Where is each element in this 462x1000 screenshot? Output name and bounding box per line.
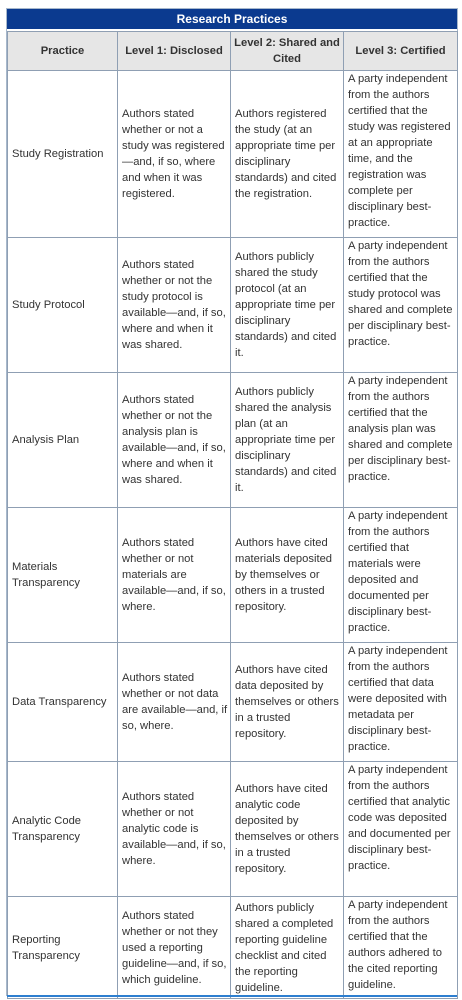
level-2-cell: Authors publicly shared the analysis plan (at an appropriate time per disciplinary standards) and cited it. bbox=[231, 373, 344, 508]
level-3-cell: A party independent from the authors certified that the authors adhered to the cited reporting guideline. bbox=[344, 897, 458, 999]
level-2-cell: Authors registered the study (at an appropriate time per disciplinary standards) and cited the registration. bbox=[231, 71, 344, 238]
level-3-cell: A party independent from the authors certified that the study was registered at an appropriate time, and the registration was complete per disciplinary best-practice. bbox=[344, 71, 458, 238]
level-2-cell: Authors publicly shared a completed reporting guideline checklist and cited the reporting guideline. bbox=[231, 897, 344, 999]
level-1-cell: Authors stated whether or not they used a reporting guideline—and, if so, which guideline. bbox=[118, 897, 231, 999]
header-level-1: Level 1: Disclosed bbox=[118, 32, 231, 71]
table-row bbox=[8, 238, 458, 373]
header-level-3: Level 3: Certified bbox=[344, 32, 458, 71]
level-3-cell: A party independent from the authors certified that data were deposited with metadata per disciplinary best-practice. bbox=[344, 643, 458, 762]
research-practices-table bbox=[7, 31, 458, 999]
level-3-cell: A party independent from the authors certified that the study protocol was shared and complete per disciplinary best-practice. bbox=[344, 238, 458, 373]
practice-cell: Analytic Code Transparency bbox=[8, 762, 118, 897]
level-1-cell: Authors stated whether or not a study was registered—and, if so, where and when it was registered. bbox=[118, 71, 231, 238]
level-3-cell: A party independent from the authors certified that analytic code was deposited and documented per disciplinary best-practice. bbox=[344, 762, 458, 897]
level-1-cell: Authors stated whether or not materials are available—and, if so, where. bbox=[118, 508, 231, 643]
level-1-cell: Authors stated whether or not the analysis plan is available—and, if so, where and when it was shared. bbox=[118, 373, 231, 508]
practice-cell: Data Transparency bbox=[8, 643, 118, 762]
level-2-cell: Authors have cited analytic code deposited by themselves or others in a trusted repository. bbox=[231, 762, 344, 897]
table-row bbox=[8, 897, 458, 999]
header-practice: Practice bbox=[8, 32, 118, 71]
bottom-accent-line bbox=[7, 995, 457, 997]
level-1-cell: Authors stated whether or not analytic code is available—and, if so, where. bbox=[118, 762, 231, 897]
level-2-cell: Authors have cited materials deposited by themselves or others in a trusted repository. bbox=[231, 508, 344, 643]
table-row bbox=[8, 508, 458, 643]
research-practices-table-frame bbox=[6, 8, 458, 996]
level-3-cell: A party independent from the authors certified that the analysis plan was shared and complete per disciplinary best-practice. bbox=[344, 373, 458, 508]
table-row bbox=[8, 762, 458, 897]
practice-cell: Study Registration bbox=[8, 71, 118, 238]
level-1-cell: Authors stated whether or not the study protocol is available—and, if so, where and when it was shared. bbox=[118, 238, 231, 373]
header-level-2: Level 2: Shared and Cited bbox=[231, 32, 344, 71]
practice-cell: Analysis Plan bbox=[8, 373, 118, 508]
level-2-cell: Authors publicly shared the study protocol (at an appropriate time per disciplinary standards) and cited it. bbox=[231, 238, 344, 373]
practice-cell: Materials Transparency bbox=[8, 508, 118, 643]
level-1-cell: Authors stated whether or not data are available—and, if so, where. bbox=[118, 643, 231, 762]
table-row bbox=[8, 71, 458, 238]
table-row bbox=[8, 373, 458, 508]
header-row bbox=[8, 32, 458, 71]
table-title: Research Practices bbox=[7, 9, 457, 29]
practice-cell: Study Protocol bbox=[8, 238, 118, 373]
level-3-cell: A party independent from the authors certified that materials were deposited and documented per disciplinary best-practice. bbox=[344, 508, 458, 643]
practice-cell: Reporting Transparency bbox=[8, 897, 118, 999]
table-row bbox=[8, 643, 458, 762]
level-2-cell: Authors have cited data deposited by themselves or others in a trusted repository. bbox=[231, 643, 344, 762]
